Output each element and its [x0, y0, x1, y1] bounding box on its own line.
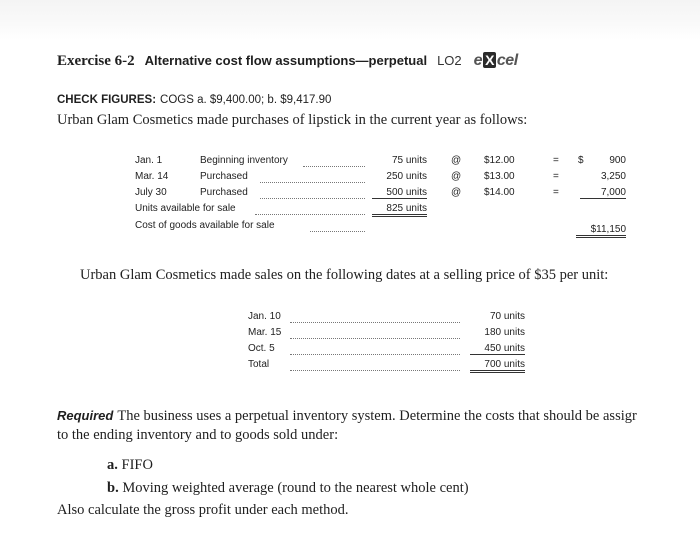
- item-a-label: a.: [107, 457, 118, 473]
- dot-leader: [303, 166, 365, 167]
- sale-row-units: 450 units: [470, 343, 525, 355]
- purchase-row-date: Jan. 1: [135, 155, 163, 166]
- purchase-row-date: July 30: [135, 187, 167, 198]
- dot-leader: [290, 338, 460, 339]
- purchase-row-units: 75 units: [391, 155, 427, 166]
- sale-row-units: 180 units: [484, 327, 525, 338]
- check-figures: [57, 90, 331, 108]
- dot-leader: [310, 231, 365, 232]
- dot-leader: [290, 354, 460, 355]
- dot-leader: [290, 370, 460, 371]
- purchase-row-desc: Beginning inventory: [200, 155, 288, 166]
- purchase-row-cost: 900: [609, 155, 626, 166]
- excel-logo: e X cel: [473, 52, 518, 69]
- purchase-row-units: 500 units: [372, 187, 427, 199]
- purchase-row-price: $13.00: [484, 171, 515, 182]
- equals-sign: =: [553, 171, 559, 182]
- purchase-row-price: $14.00: [484, 187, 515, 198]
- learning-objective: LO2: [437, 53, 462, 68]
- check-figures-label: CHECK FIGURES:: [57, 94, 157, 106]
- sale-row-date: Mar. 15: [248, 327, 282, 338]
- required-line-1: [57, 407, 637, 425]
- purchase-row-price: $12.00: [484, 155, 515, 166]
- units-available-value: 825 units: [372, 203, 427, 217]
- cost-available-value: $11,150: [576, 224, 626, 238]
- exercise-number: Exercise 6-2: [57, 53, 135, 69]
- purchase-row-desc: Purchased: [200, 171, 248, 182]
- purchase-row-desc: Purchased: [200, 187, 248, 198]
- dot-leader: [260, 198, 365, 199]
- item-b-label: b.: [107, 480, 119, 496]
- sale-row-date: Jan. 10: [248, 311, 281, 322]
- sales-total-units: 700 units: [470, 359, 525, 373]
- item-b-text: Moving weighted average (round to the nearest whole cent): [122, 480, 469, 496]
- purchase-row-cost: 3,250: [600, 171, 626, 182]
- at-sign: @: [451, 155, 462, 166]
- dot-leader: [255, 214, 365, 215]
- purchase-row-units: 250 units: [386, 171, 427, 182]
- check-figures-value: COGS a. $9,400.00; b. $9,417.90: [160, 94, 332, 106]
- required-text: The business uses a perpetual inventory system. Determine the costs that should be assigr: [117, 408, 637, 424]
- required-line-2: to the ending inventory and to goods sold under:: [57, 427, 339, 443]
- purchase-row-date: Mar. 14: [135, 171, 169, 182]
- equals-sign: =: [553, 187, 559, 198]
- footer-text: Also calculate the gross profit under each method.: [57, 502, 349, 518]
- equals-sign: =: [553, 155, 559, 166]
- required-label: Required: [57, 408, 114, 423]
- exercise-header: [57, 52, 518, 70]
- units-available-label: Units available for sale: [135, 203, 236, 214]
- intro-text: Urban Glam Cosmetics made purchases of lipstick in the current year as follows:: [57, 112, 528, 128]
- sales-total-label: Total: [248, 359, 270, 370]
- excel-x-icon: X: [485, 52, 494, 68]
- item-a-text: FIFO: [121, 457, 153, 473]
- dot-leader: [260, 182, 365, 183]
- sale-row-units: 70 units: [489, 311, 525, 322]
- item-b: [107, 480, 469, 497]
- at-sign: @: [451, 171, 462, 182]
- sale-row-date: Oct. 5: [248, 343, 275, 354]
- at-sign: @: [451, 187, 462, 198]
- exercise-title: Alternative cost flow assumptions—perpetual: [144, 53, 428, 68]
- dot-leader: [290, 322, 460, 323]
- cost-available-label: Cost of goods available for sale: [135, 220, 275, 231]
- purchase-row-cost: 7,000: [580, 187, 626, 199]
- sales-intro-text: Urban Glam Cosmetics made sales on the following dates at a selling price of $35 per unit:: [80, 267, 609, 283]
- item-a: [107, 457, 153, 474]
- dollar-sign: $: [578, 155, 584, 166]
